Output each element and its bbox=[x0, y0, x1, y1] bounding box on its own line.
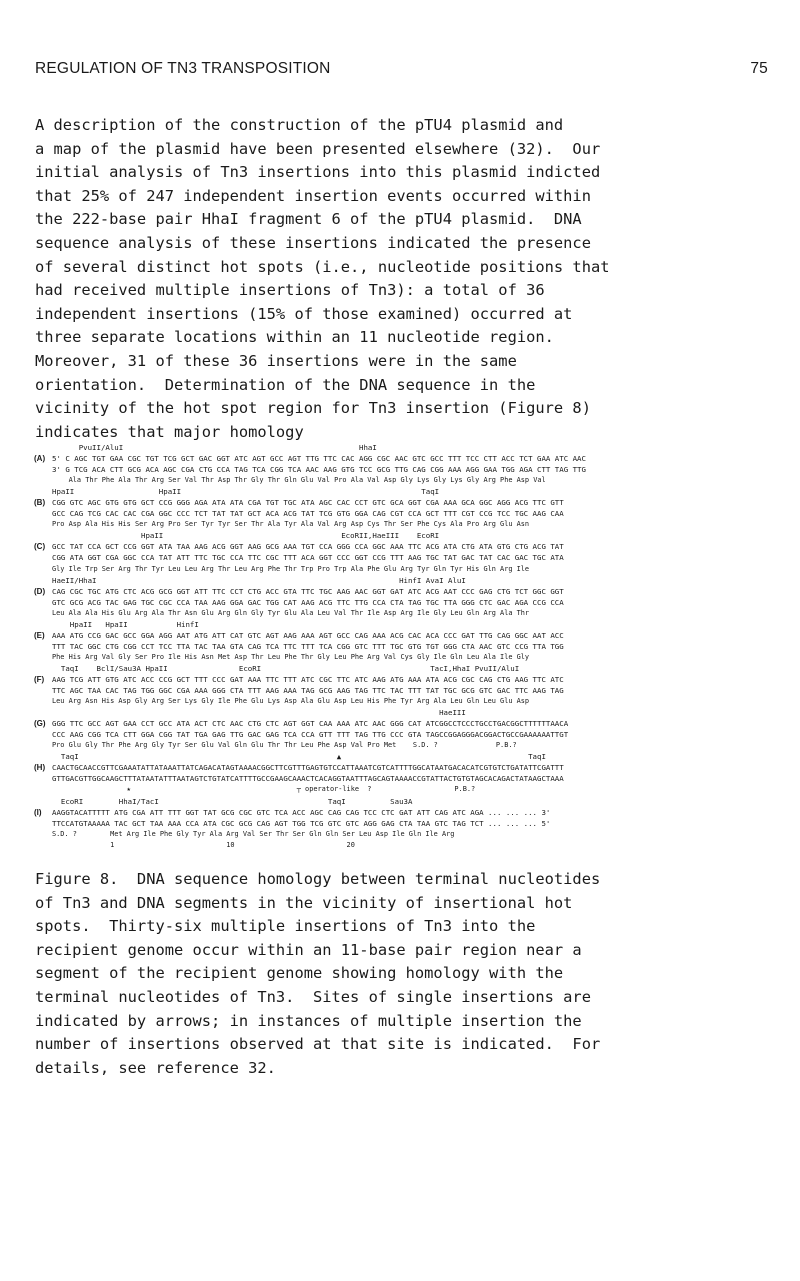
sequence-block bbox=[35, 442, 795, 486]
sequence-line: Leu Ala Ala His Glu Arg Ala Thr Asn Glu Arg Gln Gly Tyr Glu Ala Leu Val Thr Ile Asp Arg Ile Gly Leu Gln Arg Ala Thr bbox=[52, 608, 530, 617]
paragraph-line: that 25% of 247 independent insertion events occurred within bbox=[35, 186, 591, 205]
sequence-line: AAGGTACATTTTT ATG CGA ATT TTT GGT TAT GCG CGC GTC TCA ACC AGC CAG CAG TCC CTC GAT ATT CAG ATC AGA ... ... ... 3' bbox=[52, 807, 551, 817]
sequence-line: TTCCATGTAAAAA TAC GCT TAA AAA CCA ATA CGC GCG CAG AGT TGG TCG GTC GTC AGG GAG CTA TAA GTC TAG TCT ... ... ... 5' bbox=[52, 818, 551, 828]
sequence-line: TTC AGC TAA CAC TAG TGG GGC CGA AAA GGG CTA TTT AAG AAA TAG GCG AAG TAG TTC TAC TTT TAT TGC GCG GTC GAC TTC AAG TAG bbox=[52, 686, 564, 696]
paragraph-line: the 222-base pair HhaI fragment 6 of the pTU4 plasmid. DNA bbox=[35, 210, 582, 229]
sequence-line: Pro Glu Gly Thr Phe Arg Gly Tyr Ser Glu Val Gln Glu Thr Thr Leu Phe Asp Val Pro Met S.D. ? P.B.? bbox=[52, 741, 517, 750]
sequence-line: ★ ┬ operator-like ? P.B.? bbox=[52, 785, 476, 794]
caption-line: details, see reference 32. bbox=[35, 1058, 276, 1077]
paragraph-line: a map of the plasmid have been presented elsewhere (32). Our bbox=[35, 139, 601, 158]
sequence-line: 3' G TCG ACA CTT GCG ACA AGC CGA CTG CCA TAG TCA CGG TCA AAC AAG GTG TCC GCG TTG CAG CGG AAA AGG GAA TGG AGA CTT TAG TTG bbox=[52, 465, 586, 475]
sequence-line: GCC TAT CCA GCT CCG GGT ATA TAA AAG ACG GGT AAG GCG AAA TGT CCA GGG CCA GGC AAA TTC ACG ATA CTG ATA GTG CTG ACG TAT bbox=[52, 542, 564, 552]
sequence-line: AAA ATG CCG GAC GCC GGA AGG AAT ATG ATT CAT GTC AGT AAG AAA AGT GCC CAG AAA ACG CAC ACA CCC GAT TTG CAG GGC AAT ACC bbox=[52, 630, 564, 640]
body-paragraph bbox=[35, 114, 775, 444]
sequence-line: 5' C AGC TGT GAA CGC TGT TCG GCT GAC GGT ATC AGT GCC AGT TTG TTC CAC AGG CGC AAC GTC GCC TTT TCC CTT ACC TCT GAA ATC AAC bbox=[52, 454, 586, 464]
caption-line: of Tn3 and DNA segments in the vicinity of insertional hot bbox=[35, 893, 573, 912]
block-label: (G) bbox=[34, 719, 46, 729]
caption-line: number of insertions observed at that site is indicated. For bbox=[35, 1035, 601, 1054]
paragraph-line: independent insertions (15% of those examined) occurred at bbox=[35, 304, 573, 323]
block-label: (B) bbox=[34, 498, 46, 508]
block-label: (D) bbox=[34, 586, 46, 596]
sequence-block bbox=[35, 530, 795, 574]
sequence-line: 1 10 20 bbox=[52, 840, 355, 849]
sequence-line: Ala Thr Phe Ala Thr Arg Ser Val Thr Asp Thr Gly Thr Gln Glu Val Pro Ala Val Asp Gly Lys Gly Lys Gly Arg Phe Asp Val bbox=[52, 476, 546, 485]
caption-line: segment of the recipient genome showing homology with the bbox=[35, 964, 564, 983]
sequence-line: TTT TAC GGC CTG CGG CCT TCC TTA TAC TAA GTA CAG TCA TTC TTT TCA CGG GTC TTT TGC GTG TGT GGG CTA AAC GTC CCG TTA TGG bbox=[52, 641, 564, 651]
sequence-block bbox=[35, 707, 795, 751]
caption-line: recipient genome occur within an 11-base pair region near a bbox=[35, 940, 582, 959]
block-label: (E) bbox=[34, 630, 45, 640]
sequence-line: GGG TTC GCC AGT GAA CCT GCC ATA ACT CTC AAC CTG CTC AGT GGT CAA AAA ATC AAC GGG CAT ATCGGCCTCCCTGCCTGACGGCTTTTTTAACA bbox=[52, 719, 569, 729]
caption-line: Figure 8. DNA sequence homology between terminal nucleotides bbox=[35, 870, 601, 888]
sequence-line: Pro Asp Ala His His Ser Arg Pro Ser Tyr Tyr Ser Thr Ala Tyr Ala Val Arg Asp Cys Thr Ser Phe Cys Ala Pro Arg Glu Asn bbox=[52, 520, 530, 529]
caption-line: terminal nucleotides of Tn3. Sites of single insertions are bbox=[35, 987, 591, 1006]
sequence-line: S.D. ? Met Arg Ile Phe Gly Tyr Ala Arg Val Ser Thr Ser Gln Gln Ser Leu Asp Ile Gln Ile Arg bbox=[52, 829, 455, 838]
paragraph-line: Moreover, 31 of these 36 insertions were in the same bbox=[35, 351, 517, 370]
sequence-line: HpaII EcoRII,HaeIII EcoRI bbox=[52, 531, 440, 541]
paragraph-line: three separate locations within an 11 nucleotide region. bbox=[35, 328, 554, 347]
caption-line: spots. Thirty-six multiple insertions of Tn3 into the bbox=[35, 917, 536, 936]
sequence-line: TaqI BclI/Sau3A HpaII EcoRI TacI,HhaI PvuII/AluI bbox=[52, 663, 520, 673]
sequence-line: Gly Ile Trp Ser Arg Thr Tyr Leu Leu Arg Thr Leu Arg Phe Thr Trp Pro Trp Ala Phe Glu Arg Tyr Gln Tyr His Gln Arg Ile bbox=[52, 564, 530, 573]
sequence-block bbox=[35, 486, 795, 530]
block-label: (H) bbox=[34, 763, 46, 773]
sequence-line: CGG GTC AGC GTG GTG GCT CCG GGG AGA ATA ATA CGA TGT TGC ATA AGC CAC CCT GTC GCA GGT CGA AAA GCA GGC AGG ACG TTC GTT bbox=[52, 498, 564, 508]
sequence-line: GCC CAG TCG CAC CAC CGA GGC CCC TCT TAT TAT GCT ACA ACG TAT TCG GTG GGA CAG CGT CCA GCT TTT CGT CCG TCC TGC AAG CAA bbox=[52, 509, 564, 519]
paragraph-line: indicates that major homology bbox=[35, 422, 304, 441]
paragraph-line: A description of the construction of the pTU4 plasmid and bbox=[35, 116, 564, 134]
sequence-figure bbox=[35, 442, 795, 851]
sequence-line: AAG TCG ATT GTG ATC ACC CCG GCT TTT CCC GAT AAA TTC TTT ATC CGC TTC ATC AAG ATG AAA ATA ACG CGC CAG CTG AAG TTC ATC bbox=[52, 674, 564, 684]
sequence-line: HaeII/HhaI HinfI AvaI AluI bbox=[52, 575, 466, 585]
sequence-line: PvuII/AluI HhaI bbox=[52, 443, 377, 452]
sequence-block bbox=[35, 751, 795, 795]
page-header bbox=[35, 60, 768, 84]
running-title: REGULATION OF TN3 TRANSPOSITION bbox=[35, 60, 331, 77]
sequence-block bbox=[35, 575, 795, 619]
sequence-line: HaeIII bbox=[52, 708, 466, 718]
paragraph-line: had received multiple insertions of Tn3): a total of 36 bbox=[35, 281, 545, 300]
sequence-line: Phe His Arg Val Gly Ser Pro Ile His Asn Met Asp Thr Leu Phe Thr Gly Leu Phe Arg Val Cys Gly Ile Gln Leu Ala Ile Gly bbox=[52, 652, 530, 661]
sequence-line: EcoRI HhaI/TacI TaqI Sau3A bbox=[52, 796, 413, 806]
sequence-line: GTC GCG ACG TAC GAG TGC CGC CCA TAA AAG GGA GAC TGG CAT AAG ACG TTC TTG CCA CTA TAG TGC TTA GGG CTC GAC AGA CCG CCA bbox=[52, 597, 564, 607]
sequence-line: HpaII HpaII HinfI bbox=[52, 619, 199, 629]
figure-caption bbox=[35, 868, 775, 1080]
paragraph-line: initial analysis of Tn3 insertions into this plasmid indicted bbox=[35, 163, 601, 182]
sequence-block bbox=[35, 796, 795, 851]
sequence-line: CAG CGC TGC ATG CTC ACG GCG GGT ATT TTC CCT CTG ACC GTA TTC TGC AAG AAC GGT GAT ATC ACG AAT CCC GAG CTG TCT GGC GGT bbox=[52, 586, 564, 596]
paragraph-line: vicinity of the hot spot region for Tn3 insertion (Figure 8) bbox=[35, 399, 591, 418]
paragraph-line: of several distinct hot spots (i.e., nucleotide positions that bbox=[35, 257, 610, 276]
sequence-block bbox=[35, 619, 795, 663]
sequence-line: TaqI ▲ TaqI bbox=[52, 752, 546, 762]
sequence-line: CGG ATA GGT CGA GGC CCA TAT ATT TTC TGC CCA TTC CGC TTT ACA GGT CCC GGT CCG TTT AAG TGC TAT GAC TAT CAC GAC TGC ATA bbox=[52, 553, 564, 563]
sequence-line: CCC AAG CGG TCA CTT GGA CGG TAT TGA GAG TTG GAC GAG TCA CCA GTT TTT TAG TTG CCC GTA TAGCCGGAGGGACGGACTGCCGAAAAAATTGT bbox=[52, 730, 569, 740]
block-label: (F) bbox=[34, 674, 45, 684]
sequence-line: CAACTGCAACCGTTCGAAATATTATAAATTATCAGACATAGTAAAACGGCTTCGTTTGAGTGTCCATTAAATCGTCATTTTGGCATAATGACACATCGTGTCTGATATTCGATTT bbox=[52, 763, 564, 773]
sequence-line: Leu Arg Asn His Asp Gly Arg Ser Lys Gly Ile Phe Glu Lys Asp Ala Glu Asp Leu His Phe Tyr Arg Ala Leu Gln Leu Glu Asp bbox=[52, 697, 530, 706]
sequence-block bbox=[35, 663, 795, 707]
paragraph-line: sequence analysis of these insertions indicated the presence bbox=[35, 233, 591, 252]
sequence-line: GTTGACGTTGGCAAGCTTTATAATATTTAATAGTCTGTATCATTTTGCCGAAGCAAACTCACAGGTAATTTAGCAGTAAAACCGTATTACTGTGTAGCACAGACTATAAGCTAAA bbox=[52, 774, 564, 784]
block-label: (I) bbox=[34, 807, 42, 817]
page-number: 75 bbox=[750, 60, 768, 77]
block-label: (C) bbox=[34, 542, 46, 552]
block-label: (A) bbox=[34, 454, 46, 463]
caption-line: indicated by arrows; in instances of multiple insertion the bbox=[35, 1011, 582, 1030]
sequence-line: HpaII HpaII TaqI bbox=[52, 487, 440, 497]
paragraph-line: orientation. Determination of the DNA sequence in the bbox=[35, 375, 536, 394]
